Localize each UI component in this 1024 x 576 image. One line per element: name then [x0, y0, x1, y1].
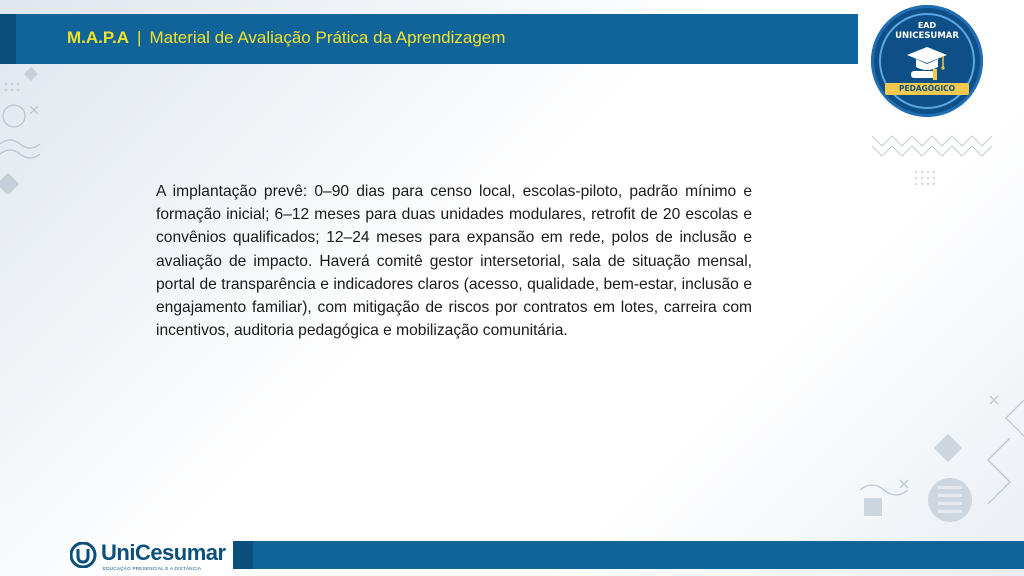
- badge-line2: UNICESUMAR: [895, 31, 959, 41]
- footer-bar-accent: [233, 541, 253, 569]
- header-bar-accent: [0, 14, 16, 64]
- header-separator: |: [137, 28, 142, 47]
- right-top-decorative-pattern: [872, 122, 1022, 202]
- header-acronym: M.A.P.A: [67, 28, 130, 47]
- header-title-text: Material de Avaliação Prática da Aprendizagem: [149, 28, 506, 47]
- footer-bar: [233, 541, 1024, 569]
- badge-ribbon: PEDAGÓGICO: [885, 83, 969, 95]
- logo-subtitle: EDUCAÇÃO PRESENCIAL E A DISTÂNCIA: [103, 566, 202, 571]
- header-title: [67, 26, 505, 50]
- left-decorative-pattern: [0, 64, 60, 194]
- logo-wordmark: UniCesumar: [101, 540, 226, 565]
- unicesumar-logo: [70, 540, 230, 574]
- implementation-paragraph: A implantação prevê: 0–90 dias para censo local, escolas-piloto, padrão mínimo e formação inicial; 6–12 meses para duas unidades modulares, retrofit de 20 escolas e convênios qualificados; 12–24 meses para expansão em rede, polos de inclusão e avaliação de impacto. Haverá comitê gestor intersetorial, sala de situação mensal, portal de transparência e indicadores claros (acesso, qualidade, bem-estar, inclusão e engajamento familiar), com mitigação de riscos por contratos em lotes, carreira com incentivos, auditoria pedagógica e mobilização comunitária.: [156, 183, 752, 340]
- badge-line1: EAD: [917, 21, 937, 30]
- ead-unicesumar-badge: [871, 5, 983, 117]
- graduation-cap-icon: [905, 43, 949, 81]
- right-bottom-decorative-pattern: [860, 390, 1024, 540]
- unicesumar-logo-icon: [70, 542, 98, 568]
